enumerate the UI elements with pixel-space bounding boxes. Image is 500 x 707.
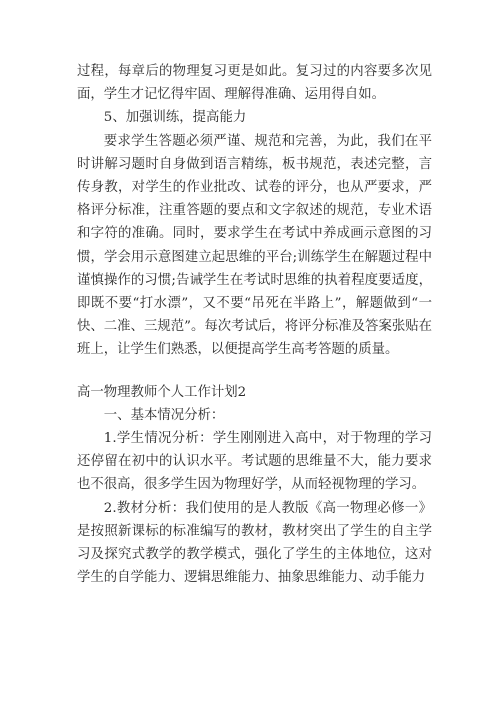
section-heading-training: 5、加强训练，提高能力 xyxy=(103,110,247,126)
paragraph-student-analysis: 1.学生情况分析：学生刚刚进入高中，对于物理的学习还停留在初中的认识水平。考试题的思维量不大，能力要求也不很高，很多学生因为物理好学，从而轻视物理的学习。 xyxy=(77,431,432,493)
document-title-plan-2: 高一物理教师个人工作计划2 xyxy=(77,384,247,400)
paragraph-textbook-analysis: 2.教材分析：我们使用的是人教版《高一物理必修一》是按照新课标的标准编写的教材，教材突出了学生的自主学习及探究式教学的教学模式，强化了学生的主体地位，这对学生的自学能力、逻辑思维能力、抽象思维能力、动手能力 xyxy=(77,500,432,586)
paragraph-training: 要求学生答题必须严谨、规范和完善，为此，我们在平时讲解习题时自身做到语言精练，板书规范，表述完整，言传身教，对学生的作业批改、试卷的评分，也从严要求，严格评分标准，注重答题的要点和文字叙述的规范，专业术语和字符的准确。同时，要求学生在考试中养成画示意图的习惯，学会用示意图建立起思维的平台;训练学生在解题过程中谨慎操作的习惯;告诫学生在考试时思维的执着程度要适度，即既不要“打水漂”，又不要“吊死在半路上”，解题做到“一快、二准、三规范”。每次考试后，将评分标准及答案张贴在班上，让学生们熟悉，以便提高学生高考答题的质量。 xyxy=(77,133,432,358)
paragraph-gap xyxy=(77,362,432,381)
paragraph-review-continuation: 过程，每章后的物理复习更是如此。复习过的内容要多次见面，学生才记忆得牢固、理解得准确、运用得自如。 xyxy=(77,64,432,103)
section-heading-basic-analysis: 一、基本情况分析： xyxy=(103,407,225,423)
document-page xyxy=(77,60,432,589)
